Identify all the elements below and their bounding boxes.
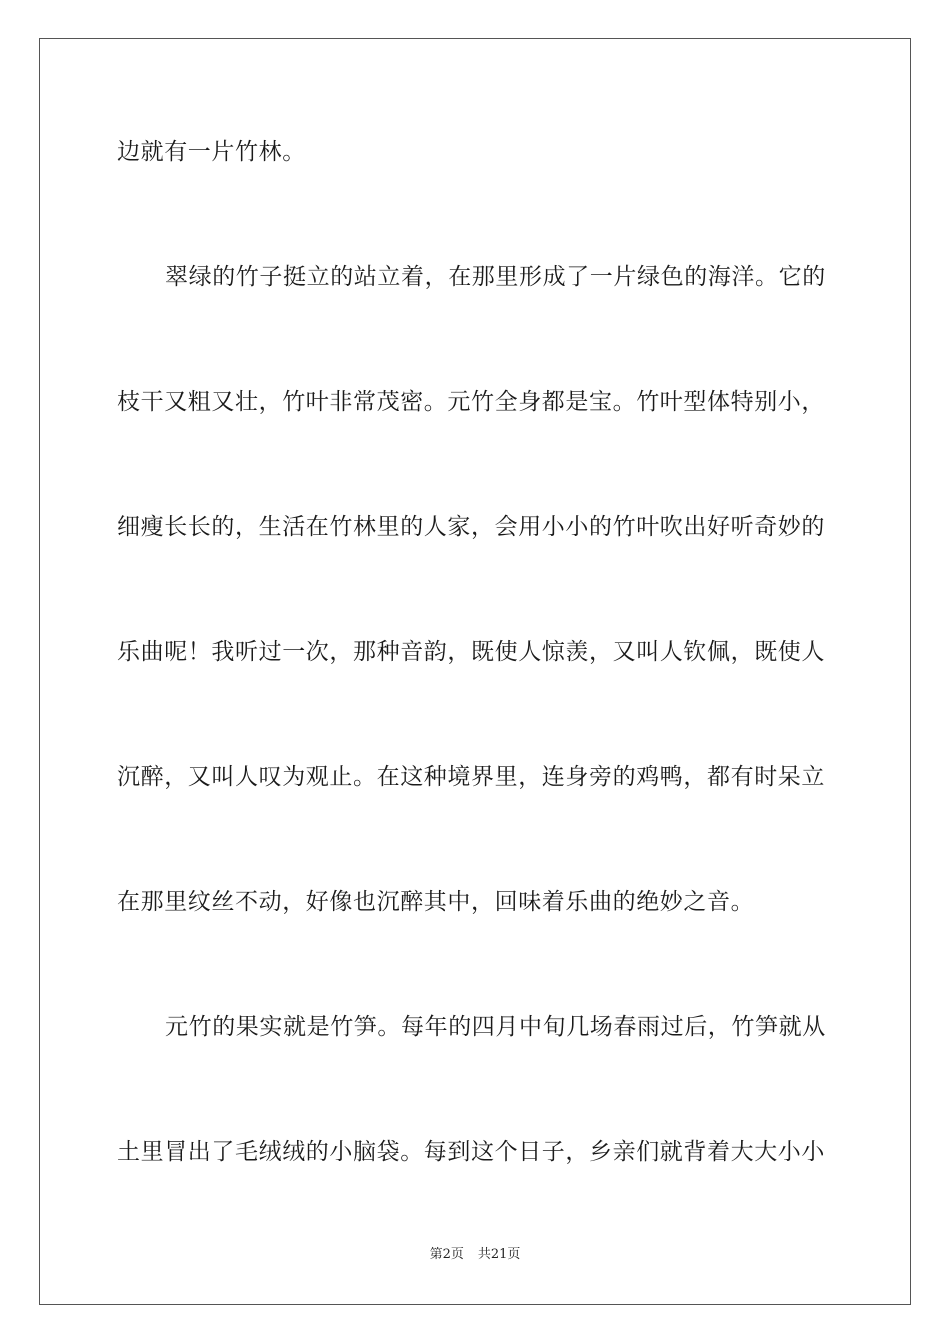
paragraph-start-line-2: 翠绿的竹子挺立的站立着，在那里形成了一片绿色的海洋。它的 [165, 264, 826, 290]
text-line-3: 枝干又粗又壮，竹叶非常茂密。元竹全身都是宝。竹叶型体特别小， [117, 389, 825, 415]
text-line-6: 沉醉，又叫人叹为观止。在这种境界里，连身旁的鸡鸭，都有时呆立 [117, 764, 825, 790]
page-number: 第2页 [429, 1247, 464, 1262]
page-border [39, 38, 911, 1305]
text-line-7: 在那里纹丝不动，好像也沉醉其中，回味着乐曲的绝妙之音。 [117, 889, 755, 915]
page-total: 共21页 [477, 1247, 521, 1262]
text-line-1: 边就有一片竹林。 [117, 139, 306, 165]
page-footer [0, 1246, 950, 1264]
text-line-4: 细瘦长长的，生活在竹林里的人家，会用小小的竹叶吹出好听奇妙的 [117, 514, 825, 540]
paragraph-start-line-8: 元竹的果实就是竹笋。每年的四月中旬几场春雨过后，竹笋就从 [165, 1014, 826, 1040]
text-line-9: 土里冒出了毛绒绒的小脑袋。每到这个日子，乡亲们就背着大大小小 [117, 1139, 825, 1165]
text-line-5: 乐曲呢！我听过一次，那种音韵，既使人惊羡，又叫人钦佩，既使人 [117, 639, 825, 665]
